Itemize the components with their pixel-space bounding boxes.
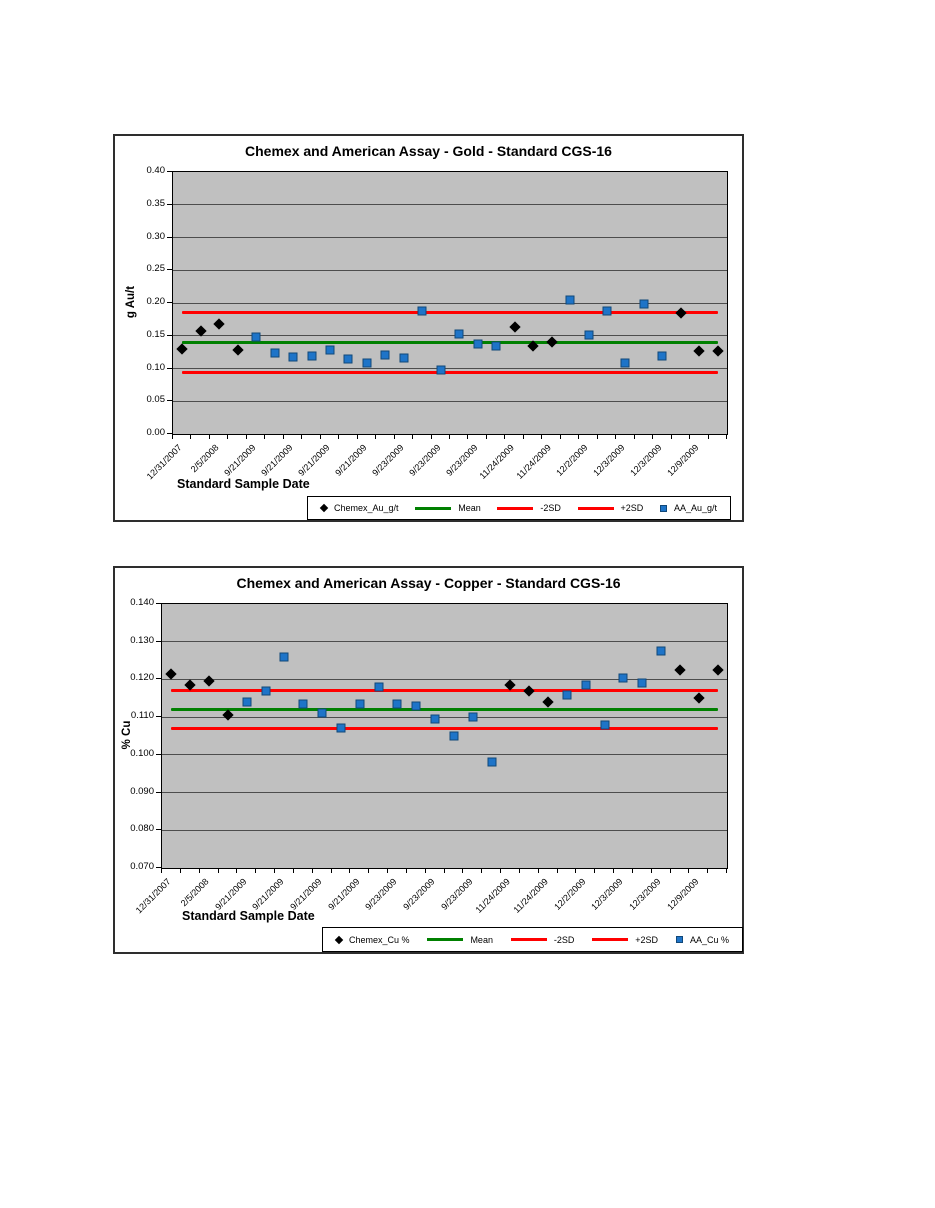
chemex-marker [546,336,557,347]
x-tick-label: 9/23/2009 [401,876,437,912]
x-tick-mark [406,868,407,873]
x-tick-label: 9/21/2009 [259,442,295,478]
x-tick-mark [651,868,652,873]
y-gridline [162,792,727,793]
aa-marker [336,724,345,733]
aa-marker [473,340,482,349]
x-tick-mark [449,434,450,439]
legend-item-mean [427,935,493,945]
x-tick-mark [634,434,635,439]
aa-marker [619,673,628,682]
x-tick-mark [652,434,653,439]
ref-line-mean [182,341,718,344]
x-tick-mark [349,868,350,873]
square-icon [676,936,683,943]
chemex-marker [674,664,685,675]
x-tick-label: 2/5/2008 [188,442,221,475]
y-tick-label: 0.05 [146,394,165,406]
y-tick-label: 0.140 [130,597,154,608]
x-tick-mark [368,868,369,873]
diamond-icon [335,935,343,943]
x-tick-label: 9/21/2009 [212,876,249,912]
ref-line-2sd [171,689,717,692]
x-tick-label: 9/21/2009 [250,876,286,912]
x-tick-label: 9/23/2009 [438,876,475,912]
x-tick-mark [462,868,463,873]
x-tick-mark [500,868,501,873]
legend-item-label: Chemex_Cu % [349,934,410,945]
x-tick-mark [726,868,727,873]
aa-marker [374,682,383,691]
x-tick-mark [708,434,709,439]
aa-marker [638,679,647,688]
aa-marker [657,647,666,656]
y-axis-title: g Au/t [125,285,137,319]
y-axis-title: % Cu [121,720,133,750]
aa-marker [600,720,609,729]
x-tick-label: 2/5/2008 [178,876,211,909]
x-tick-mark [301,434,302,439]
y-tick-mark [156,792,161,793]
legend-item-2sd [497,503,561,513]
aa-marker [468,713,477,722]
x-tick-label: 9/23/2009 [363,876,399,912]
y-tick-label: 0.25 [146,263,165,275]
x-tick-mark [161,868,162,873]
line-icon [497,507,533,510]
x-tick-mark [671,434,672,439]
chemex-marker [177,343,188,354]
x-tick-mark [467,434,468,439]
x-tick-mark [444,868,445,873]
legend-item-label: Mean [470,934,493,945]
x-tick-mark [387,868,388,873]
aa-marker [325,346,334,355]
x-tick-label: 9/21/2009 [288,876,324,912]
x-tick-mark [180,868,181,873]
chemex-marker [675,307,686,318]
y-tick-mark [167,237,172,238]
y-gridline [173,237,727,238]
y-gridline [162,830,727,831]
aa-marker [492,341,501,350]
x-tick-mark [412,434,413,439]
chemex-marker [232,344,243,355]
chemex-marker [222,710,233,721]
x-tick-mark [255,868,256,873]
x-tick-mark [481,868,482,873]
aa-marker [280,652,289,661]
x-tick-label: 12/3/2009 [628,442,664,478]
y-tick-mark [167,171,172,172]
aa-marker [487,758,496,767]
y-gridline [162,641,727,642]
x-tick-mark [613,868,614,873]
y-tick-label: 0.110 [130,710,154,722]
x-tick-mark [597,434,598,439]
y-tick-label: 0.100 [130,747,154,759]
x-tick-label: 12/2/2009 [551,876,588,912]
y-tick-label: 0.40 [146,165,165,176]
aa-marker [431,715,440,724]
gold-chart-panel [113,134,744,522]
line-icon [415,507,451,510]
x-tick-mark [575,868,576,873]
legend-item-label: AA_Au_g/t [673,503,717,513]
aa-marker [455,330,464,339]
legend-item-chemex-au-g-t [321,503,399,513]
x-tick-label: 12/2/2009 [554,442,591,478]
x-tick-mark [632,868,633,873]
legend-item-label: +2SD [635,934,659,945]
aa-marker [355,699,364,708]
x-tick-label: 11/24/2009 [473,876,512,915]
x-tick-mark [707,868,708,873]
aa-marker [261,686,270,695]
aa-marker [562,690,571,699]
aa-marker [344,354,353,363]
x-tick-mark [557,868,558,873]
legend-item-2sd [511,935,575,945]
aa-marker [412,701,421,710]
x-tick-mark [615,434,616,439]
x-tick-mark [199,868,200,873]
x-tick-mark [227,434,228,439]
y-tick-label: 0.130 [130,634,154,646]
aa-marker [270,349,279,358]
legend-item-chemex-cu [336,935,410,945]
y-tick-mark [156,754,161,755]
line-icon [511,938,547,941]
chart-title: Chemex and American Assay - Gold - Standard CGS-16 [245,143,612,159]
x-tick-mark [331,868,332,873]
aa-marker [584,331,593,340]
x-tick-mark [394,434,395,439]
x-tick-label: 9/21/2009 [222,442,258,478]
y-gridline [173,270,727,271]
legend-item-label: -2SD [540,503,561,513]
y-tick-mark [167,302,172,303]
legend [322,927,743,952]
x-tick-mark [541,434,542,439]
chart-title: Chemex and American Assay - Copper - Standard CGS-16 [236,575,621,591]
aa-marker [581,681,590,690]
x-tick-mark [560,434,561,439]
chemex-marker [694,346,705,357]
aa-marker [381,350,390,359]
legend-item-label: Mean [458,503,481,513]
aa-marker [449,732,458,741]
y-gridline [162,754,727,755]
diamond-icon [320,504,328,512]
x-tick-label: 12/3/2009 [589,876,625,912]
chemex-marker [509,321,520,332]
x-tick-label: 9/23/2009 [406,442,443,478]
y-gridline [173,368,727,369]
ref-line-2sd [182,371,718,374]
x-tick-mark [320,434,321,439]
y-tick-label: 0.00 [146,427,165,438]
legend-item-mean [415,503,481,513]
y-gridline [173,204,727,205]
x-tick-label: 12/9/2009 [664,876,701,912]
y-tick-mark [167,400,172,401]
aa-marker [307,352,316,361]
x-tick-mark [670,868,671,873]
x-tick-mark [688,868,689,873]
x-tick-mark [689,434,690,439]
x-tick-label: 9/23/2009 [443,442,480,478]
x-axis-title: Standard Sample Date [182,909,315,923]
aa-marker [399,354,408,363]
x-tick-mark [172,434,173,439]
plot-area [161,603,728,869]
y-tick-mark [156,678,161,679]
y-tick-mark [167,204,172,205]
line-icon [578,507,614,510]
y-tick-label: 0.15 [146,328,165,340]
x-tick-mark [486,434,487,439]
chemex-marker [693,693,704,704]
x-tick-label: 11/24/2009 [514,442,554,481]
x-tick-mark [190,434,191,439]
chemex-marker [712,346,723,357]
aa-marker [242,698,251,707]
x-tick-label: 11/24/2009 [511,876,550,915]
x-tick-mark [523,434,524,439]
x-tick-label: 9/21/2009 [333,442,369,478]
aa-marker [418,306,427,315]
chemex-marker [524,685,535,696]
x-tick-mark [236,868,237,873]
y-tick-mark [156,829,161,830]
ref-line-2sd [182,311,718,314]
x-axis-title: Standard Sample Date [177,477,310,491]
square-icon [660,505,667,512]
x-tick-mark [283,434,284,439]
y-tick-mark [167,269,172,270]
y-tick-mark [167,335,172,336]
plot-area [172,171,728,435]
x-tick-mark [431,434,432,439]
x-tick-label: 12/31/2007 [144,442,184,482]
y-tick-label: 0.080 [130,823,154,835]
aa-marker [393,699,402,708]
x-tick-mark [218,868,219,873]
aa-marker [639,299,648,308]
x-tick-label: 12/3/2009 [627,876,663,912]
aa-marker [436,365,445,374]
legend-item-label: Chemex_Au_g/t [334,503,399,513]
line-icon [427,938,463,941]
y-tick-label: 0.090 [130,785,154,797]
y-tick-mark [156,716,161,717]
y-gridline [173,401,727,402]
legend-item-label: AA_Cu % [689,934,729,945]
legend-item-label: +2SD [620,503,644,513]
ref-line-mean [171,708,717,711]
x-tick-mark [538,868,539,873]
legend-item-label: -2SD [553,934,575,945]
x-tick-mark [338,434,339,439]
chemex-marker [712,664,723,675]
x-tick-mark [312,868,313,873]
x-tick-mark [594,868,595,873]
aa-marker [318,709,327,718]
y-tick-label: 0.10 [146,361,165,373]
aa-marker [252,333,261,342]
legend-item-aa-cu [676,935,729,945]
chemex-marker [213,318,224,329]
x-tick-label: 12/31/2007 [134,876,173,916]
x-tick-label: 9/21/2009 [325,876,362,912]
y-tick-label: 0.070 [130,861,154,872]
x-tick-mark [357,434,358,439]
x-tick-mark [274,868,275,873]
ref-line-2sd [171,727,717,730]
legend-item-2sd [592,935,658,945]
line-icon [592,938,628,941]
y-tick-mark [167,368,172,369]
x-tick-mark [264,434,265,439]
y-tick-label: 0.30 [146,230,165,242]
legend-item-2sd [578,503,644,513]
y-tick-label: 0.120 [130,672,154,684]
x-tick-label: 9/23/2009 [369,442,406,478]
x-tick-label: 9/21/2009 [296,442,332,478]
x-tick-mark [293,868,294,873]
copper-chart-panel [113,566,744,954]
chemex-marker [542,696,553,707]
x-tick-mark [578,434,579,439]
y-gridline [162,717,727,718]
x-tick-label: 12/9/2009 [665,442,701,478]
x-tick-mark [246,434,247,439]
x-tick-mark [425,868,426,873]
y-tick-label: 0.20 [146,296,165,307]
y-tick-mark [156,641,161,642]
x-tick-label: 11/24/2009 [477,442,517,481]
chemex-marker [166,668,177,679]
aa-marker [299,699,308,708]
y-tick-label: 0.35 [146,197,165,209]
x-tick-label: 12/3/2009 [591,442,627,478]
x-tick-mark [209,434,210,439]
aa-marker [602,306,611,315]
x-tick-mark [375,434,376,439]
aa-marker [289,353,298,362]
chemex-marker [203,676,214,687]
legend-item-aa-au-g-t [660,503,717,513]
x-tick-mark [726,434,727,439]
aa-marker [621,358,630,367]
aa-marker [362,359,371,368]
x-tick-mark [504,434,505,439]
aa-marker [658,352,667,361]
x-tick-mark [519,868,520,873]
aa-marker [566,296,575,305]
y-tick-mark [156,603,161,604]
legend [307,496,731,520]
